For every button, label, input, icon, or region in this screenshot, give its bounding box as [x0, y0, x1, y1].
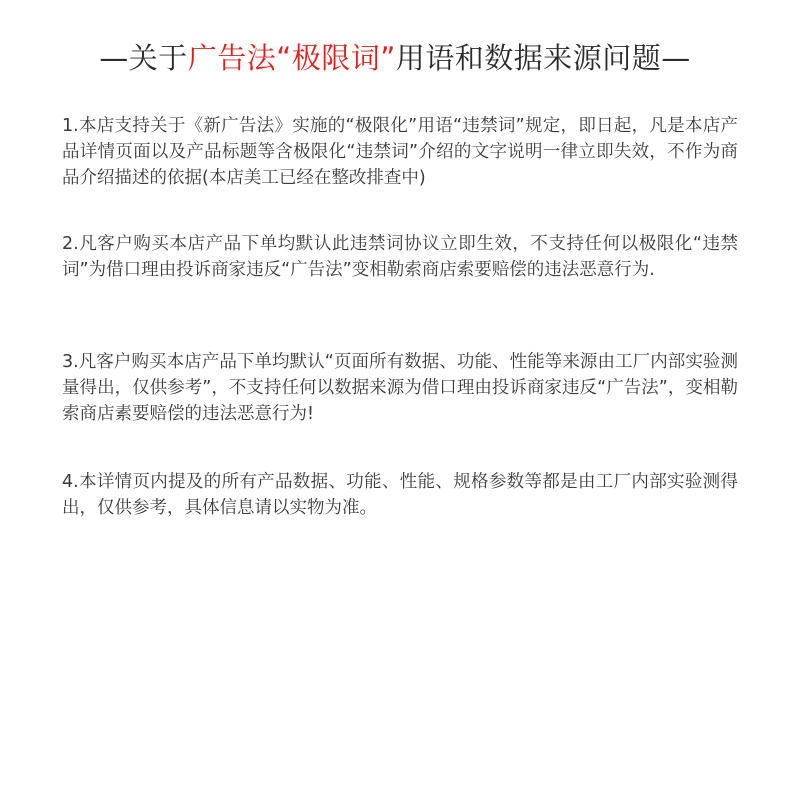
notice-paragraph-2: 2.凡客户购买本店产品下单均默认此违禁词协议立即生效，不支持任何以极限化“违禁词”为借口理由投诉商家违反“广告法”变相勒索商店索要赔偿的违法恶意行为.: [62, 234, 738, 280]
title-highlight: 广告法“极限词”: [187, 41, 396, 75]
notice-paragraph-1: 1.本店支持关于《新广告法》实施的“极限化”用语“违禁词”规定，即日起，凡是本店产品详情页面以及产品标题等含极限化“违禁词”介绍的文字说明一律立即失效，不作为商品介绍描述的依据(本店美工已经在整改排查中): [62, 116, 738, 188]
notice-paragraph-3: 3.凡客户购买本店产品下单均默认“页面所有数据、功能、性能等来源由工厂内部实验测量得出，仅供参考”，不支持任何以数据来源为借口理由投诉商家违反“广告法”，变相勒索商店素要赔偿的违法恶意行为!: [62, 352, 738, 424]
title-prefix: —关于: [99, 41, 188, 75]
title-suffix: 用语和数据来源问题—: [395, 41, 691, 75]
page-title: [0, 38, 790, 78]
notice-paragraph-4: 4.本详情页内提及的所有产品数据、功能、性能、规格参数等都是由工厂内部实验测得出，仅供参考，具体信息请以实物为准。: [62, 472, 738, 518]
